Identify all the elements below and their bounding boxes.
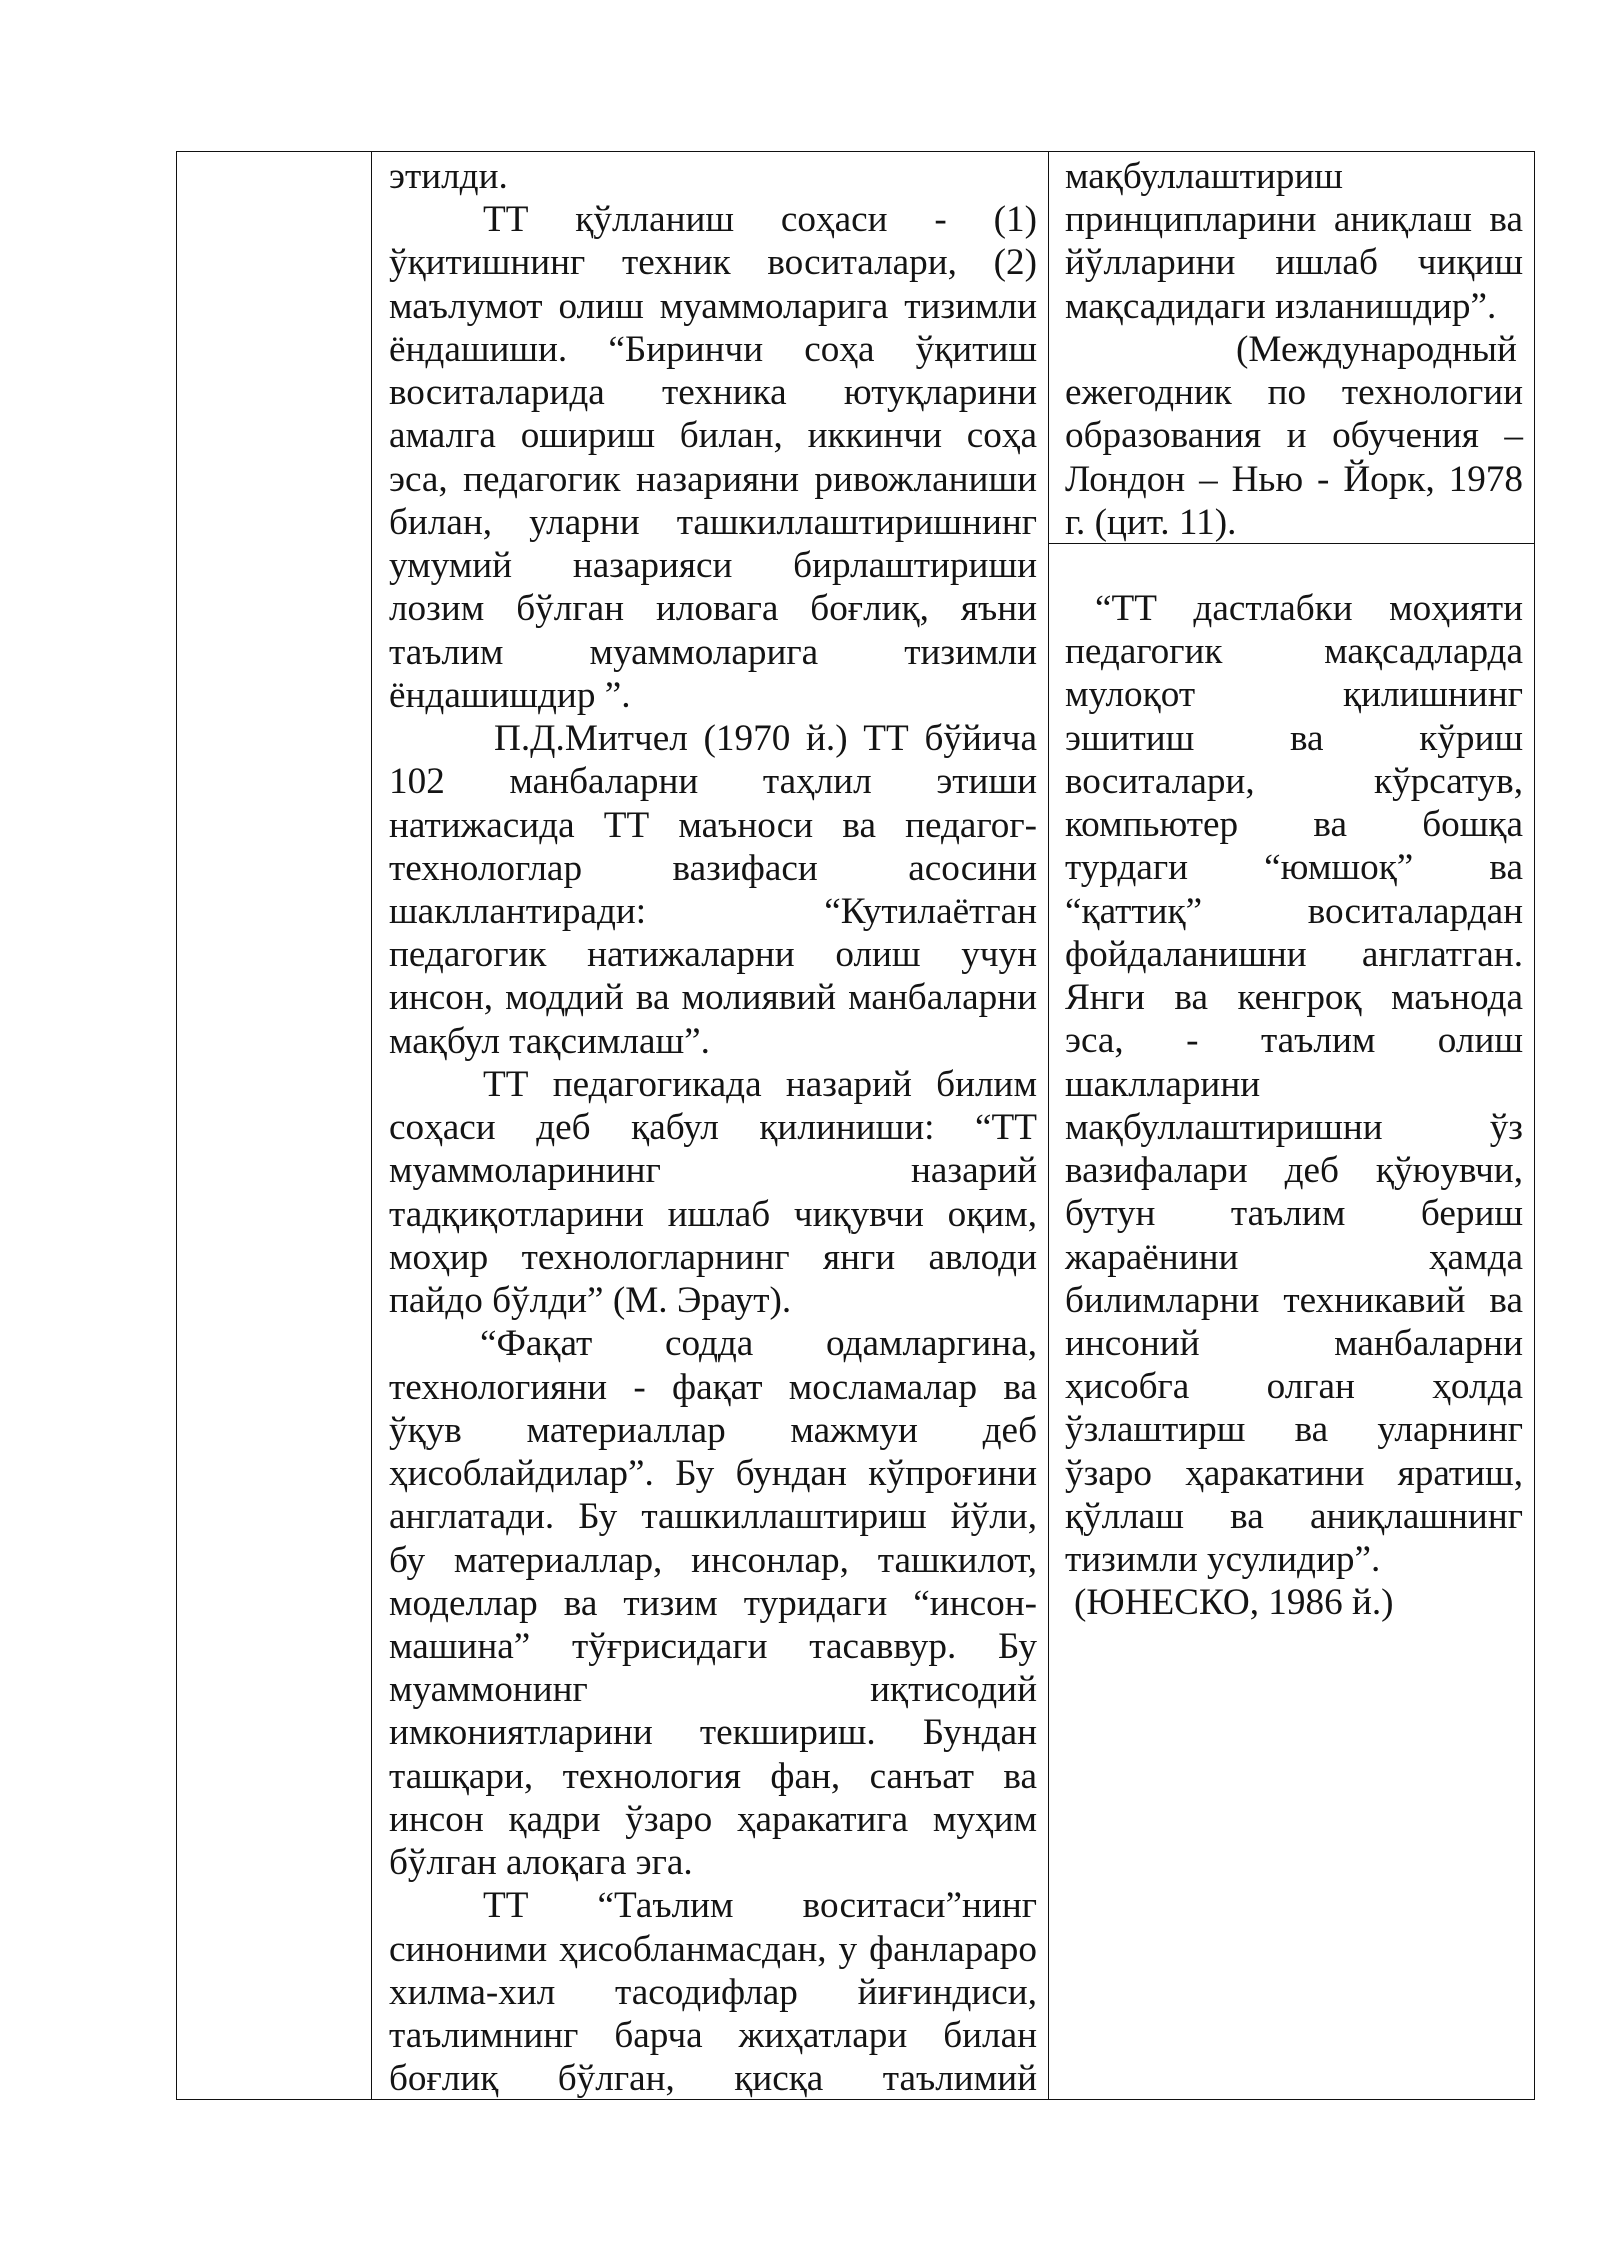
text-line: лозим бўлган иловага боғлиқ, яъни xyxy=(389,588,1037,630)
text-line: ежегодник по технологии xyxy=(1065,372,1523,414)
text-line: амалга ошириш билан, иккинчи соҳа xyxy=(389,415,1037,457)
text-line: моделлар ва тизим туридаги “инсон- xyxy=(389,1582,1037,1624)
text-line: г. (цит. 11). xyxy=(1065,501,1237,543)
citation-line: (ЮНЕСКО, 1986 й.) xyxy=(1074,1582,1394,1624)
text-line: жараёнини ҳамда xyxy=(1065,1236,1523,1278)
text-line: мақсадидаги изланишдир”. xyxy=(1065,285,1497,327)
text-line: мақбул тақсимлаш”. xyxy=(389,1020,710,1062)
text-line: “ТТ дастлабки моҳияти xyxy=(1095,588,1523,629)
text-line: тадқиқотларини ишлаб чиқувчи оқим, xyxy=(389,1193,1037,1235)
text-line: ўқитишнинг техник воситалари, (2) xyxy=(389,242,1037,284)
text-line: эса, педагогик назарияни ривожланиши xyxy=(389,458,1037,500)
text-line: вазифалари деб қўюувчи, xyxy=(1065,1150,1523,1192)
text-line: инсоний манбаларни xyxy=(1065,1322,1523,1364)
text-line: қўллаш ва аниқлашнинг xyxy=(1065,1495,1523,1537)
table-column-divider xyxy=(1048,151,1049,2100)
text-line: машина” тўғрисидаги тасаввур. Бу xyxy=(389,1625,1037,1667)
text-line: инсон қадри ўзаро ҳаракатига муҳим xyxy=(389,1798,1037,1840)
text-line: тизимли усулидир”. xyxy=(1065,1539,1381,1581)
text-line: моҳир технологларнинг янги авлоди xyxy=(389,1236,1037,1278)
text-line: муаммонинг иқтисодий xyxy=(389,1669,1037,1711)
table-cell-right-bottom xyxy=(1065,587,1523,1625)
text-line: ТТ қўлланиш соҳаси - (1) xyxy=(483,199,1037,241)
table-cell-middle xyxy=(389,155,1037,2101)
text-line: бу материаллар, инсонлар, ташкилот, xyxy=(389,1539,1037,1581)
text-line: таълимнинг барча жиҳатлари билан xyxy=(389,2015,1037,2057)
text-line: (Международный xyxy=(1236,328,1517,370)
text-line: англатади. Бу ташкиллаштириш йўли, xyxy=(389,1496,1037,1538)
text-line: ТТ педагогикада назарий билим xyxy=(483,1063,1037,1105)
text-line: натижасида ТТ маъноси ва педагог- xyxy=(389,804,1037,846)
text-line: билимларни техникавий ва xyxy=(1065,1279,1523,1321)
text-line: шаклларини xyxy=(1065,1063,1261,1105)
text-line: “қаттиқ” воситалардан xyxy=(1065,890,1523,932)
text-line: соҳаси деб қабул қилиниши: “ТТ xyxy=(389,1107,1037,1149)
text-line: ўқув материаллар мажмуи деб xyxy=(389,1409,1037,1451)
text-line: Лондон – Нью - Йорк, 1978 xyxy=(1065,458,1523,500)
text-line: муаммоларининг назарий xyxy=(389,1150,1037,1192)
text-line: фойдаланишни англатган. xyxy=(1065,933,1523,975)
text-line: мақбуллаштириш xyxy=(1065,156,1343,197)
text-line: умумий назарияси бирлаштириши xyxy=(389,545,1037,587)
text-line: ҳисобга олган ҳолда xyxy=(1065,1366,1523,1408)
text-line: инсон, моддий ва молиявий манбаларни xyxy=(389,977,1037,1019)
text-line: турдаги “юмшоқ” ва xyxy=(1065,847,1523,889)
text-line: йўлларини ишлаб чиқиш xyxy=(1065,242,1523,284)
text-line: эшитиш ва кўриш xyxy=(1065,717,1523,759)
text-line: ташқари, технология фан, санъат ва xyxy=(389,1755,1037,1797)
text-line: П.Д.Митчел (1970 й.) ТТ бўйича xyxy=(494,718,1037,760)
text-line: ТТ “Таълим воситаси”нинг xyxy=(483,1885,1037,1927)
text-line: ёндашиши. “Биринчи соҳа ўқитиш xyxy=(389,328,1037,370)
text-line: ўзлаштирш ва уларнинг xyxy=(1065,1409,1523,1451)
text-line: образования и обучения – xyxy=(1065,415,1523,457)
text-line: компьютер ва бошқа xyxy=(1065,804,1523,846)
text-line: ўзаро ҳаракатини яратиш, xyxy=(1065,1452,1523,1494)
table-cell-left xyxy=(177,152,371,2099)
text-line: 102 манбаларни таҳлил этиши xyxy=(389,761,1037,803)
text-line: ёндашишдир ”. xyxy=(389,674,631,716)
text-line: пайдо бўлди” (М. Эраут). xyxy=(389,1280,792,1322)
text-line: бутун таълим бериш xyxy=(1065,1193,1523,1235)
text-line: технологлар вазифаси асосини xyxy=(389,847,1037,889)
text-line: бўлган алоқага эга. xyxy=(389,1842,693,1884)
text-line: “Фақат содда одамларгина, xyxy=(480,1323,1037,1365)
text-line: эса, - таълим олиш xyxy=(1065,1020,1523,1062)
text-line: воситаларида техника ютуқларини xyxy=(389,372,1037,414)
text-line: принципларини аниқлаш ва xyxy=(1065,199,1523,241)
text-line: ҳисоблайдилар”. Бу бундан кўпроғини xyxy=(389,1453,1037,1495)
text-line: имкониятларини текшириш. Бундан xyxy=(389,1712,1037,1754)
text-line: хилма-хил тасодифлар йиғиндиси, xyxy=(389,1971,1037,2013)
text-line: мулоқот қилишнинг xyxy=(1065,674,1523,716)
text-line: маълумот олиш муаммоларига тизимли xyxy=(389,285,1037,327)
table-cell-right-top xyxy=(1065,155,1523,544)
text-line: этилди. xyxy=(389,156,508,197)
text-line: педагогик мақсадларда xyxy=(1065,631,1523,673)
text-line: таълим муаммоларига тизимли xyxy=(389,631,1037,673)
text-line: мақбуллаштиришни ўз xyxy=(1065,1106,1523,1148)
text-line: педагогик натижаларни олиш учун xyxy=(389,934,1037,976)
table-column-divider xyxy=(371,151,372,2100)
text-line: воситалари, кўрсатув, xyxy=(1065,760,1523,802)
text-line: Янги ва кенгроқ маънода xyxy=(1065,977,1523,1019)
text-line: шакллантиради: “Кутилаётган xyxy=(389,890,1037,932)
text-line: билан, уларни ташкиллаштиришнинг xyxy=(389,501,1037,543)
text-line: синоними ҳисобланмасдан, у фанлараро xyxy=(389,1928,1037,1970)
text-line: боғлиқ бўлган, қисқа таълимий xyxy=(389,2058,1037,2100)
text-line: технологияни - фақат мосламалар ва xyxy=(389,1366,1037,1408)
